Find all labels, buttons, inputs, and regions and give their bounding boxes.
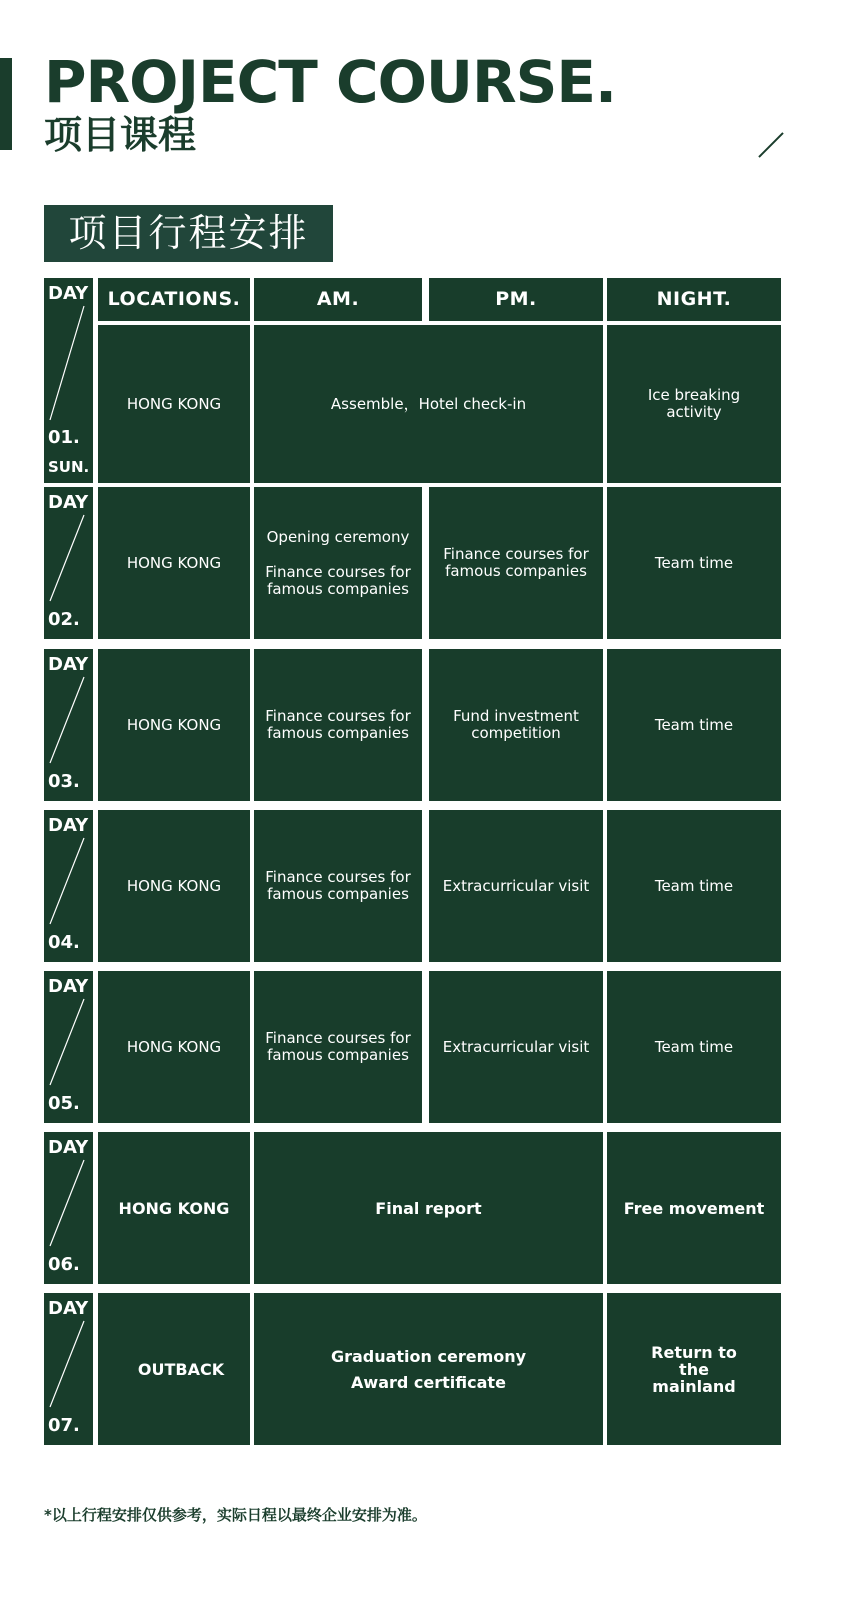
am-cell: Finance courses for famous companies bbox=[254, 810, 422, 962]
am-pm-item: Graduation ceremony bbox=[330, 1346, 527, 1366]
day-label: DAY bbox=[48, 976, 89, 997]
location-cell: OUTBACK bbox=[98, 1293, 250, 1445]
day-number: 01. bbox=[48, 427, 80, 448]
am-pm-cell: Final report bbox=[254, 1132, 603, 1284]
pm-cell: Extracurricular visit bbox=[429, 971, 603, 1123]
page-subtitle: 项目课程 bbox=[44, 113, 197, 157]
day-number: 04. bbox=[48, 932, 80, 953]
day-cell bbox=[44, 810, 93, 962]
day-cell bbox=[44, 487, 93, 639]
day-label: DAY bbox=[48, 492, 89, 513]
night-cell: Ice breaking activity bbox=[607, 325, 781, 483]
am-cell: Finance courses for famous companies bbox=[254, 971, 422, 1123]
am-cell: Finance courses for famous companies bbox=[254, 649, 422, 801]
section-title: 项目行程安排 bbox=[44, 205, 333, 262]
day-number: 03. bbox=[48, 771, 80, 792]
am-pm-cell bbox=[254, 1293, 603, 1445]
location-cell: HONG KONG bbox=[98, 325, 250, 483]
night-cell: Free movement bbox=[607, 1132, 781, 1284]
day-slash-divider bbox=[44, 278, 93, 483]
night-cell: Return to the mainland bbox=[607, 1293, 781, 1445]
pm-cell: Finance courses for famous companies bbox=[429, 487, 603, 639]
location-cell: HONG KONG bbox=[98, 649, 250, 801]
day-label: DAY bbox=[48, 815, 89, 836]
day-number: 02. bbox=[48, 609, 80, 630]
day-label: DAY bbox=[48, 1137, 89, 1158]
footnote: *以上行程安排仅供参考，实际日程以最终企业安排为准。 bbox=[44, 1506, 427, 1524]
am-pm-item: Award certificate bbox=[351, 1372, 506, 1392]
day-cell bbox=[44, 1293, 93, 1445]
day-number: 07. bbox=[48, 1415, 80, 1436]
night-cell: Team time bbox=[607, 810, 781, 962]
location-cell: HONG KONG bbox=[98, 971, 250, 1123]
pm-cell: Extracurricular visit bbox=[429, 810, 603, 962]
day-cell bbox=[44, 1132, 93, 1284]
slash-decoration bbox=[758, 132, 783, 157]
accent-bar bbox=[0, 58, 12, 150]
location-cell: HONG KONG bbox=[98, 810, 250, 962]
day-label: DAY bbox=[48, 654, 89, 675]
day-cell bbox=[44, 649, 93, 801]
am-item: Finance courses for famous companies bbox=[265, 562, 411, 598]
am-item: Opening ceremony bbox=[266, 527, 410, 546]
header-pm: PM. bbox=[429, 278, 603, 321]
header-am: AM. bbox=[254, 278, 422, 321]
page-title: PROJECT COURSE. bbox=[44, 48, 617, 116]
location-cell: HONG KONG bbox=[98, 487, 250, 639]
night-cell: Team time bbox=[607, 649, 781, 801]
location-cell: HONG KONG bbox=[98, 1132, 250, 1284]
day-number: 06. bbox=[48, 1254, 80, 1275]
day-cell bbox=[44, 971, 93, 1123]
day-label: DAY bbox=[48, 1298, 89, 1319]
night-cell: Team time bbox=[607, 487, 781, 639]
day-number: 05. bbox=[48, 1093, 80, 1114]
header-locations: LOCATIONS. bbox=[98, 278, 250, 321]
night-cell: Team time bbox=[607, 971, 781, 1123]
pm-cell: Fund investment competition bbox=[429, 649, 603, 801]
am-cell bbox=[254, 487, 422, 639]
day-label: DAY bbox=[48, 283, 89, 304]
day-cell bbox=[44, 278, 93, 483]
weekday: SUN. bbox=[48, 458, 90, 476]
header-night: NIGHT. bbox=[607, 278, 781, 321]
am-pm-cell: Assemble，Hotel check-in bbox=[254, 325, 603, 483]
